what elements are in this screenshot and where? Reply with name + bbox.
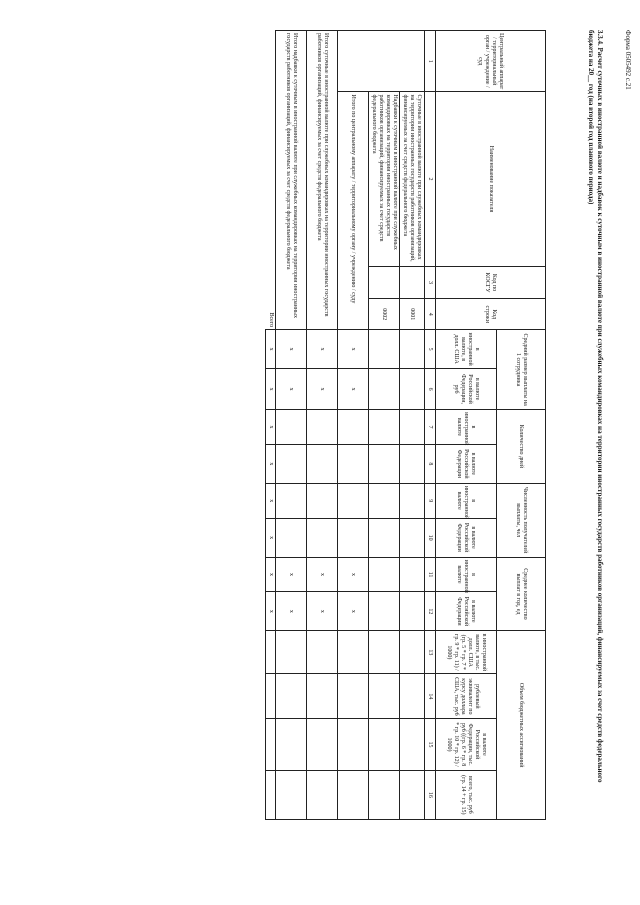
column-number-row [425,31,436,820]
column-number: 10 [425,518,436,557]
value-cell[interactable] [369,369,400,410]
unit-cell[interactable] [338,31,425,92]
subheader-rub-equivalent: рублевый эквивалент по курсу доллара США, тыс. руб [436,674,497,719]
x-mark: x [338,330,369,369]
x-mark: x [266,410,276,445]
subheader-fx-recipients: в иностранной валюте [436,483,497,518]
total-label: Итого суточные в иностранной валюте при служебных командировках на территории иностранных государств работников организаций, финансируемых за счет средств федерального бюджета [307,31,338,330]
header-average-payment: Средний размер выплаты на 1 сотрудника [497,330,546,410]
value-cell[interactable] [266,770,276,819]
subheader-fx-thousand-usd: в иностранной валюте, в тыс. долл. США (гр. 5 * гр. 7 * гр. 9 * гр. 11) / 1000) [436,631,497,674]
column-number: 14 [425,674,436,719]
value-cell[interactable] [276,770,307,819]
row-label: Суточные в иностранной валюте при служебных командировках на территории иностранных государств работников организаций, финансируемых за счет средств федерального бюджета [400,92,425,266]
column-number: 15 [425,719,436,770]
value-cell[interactable] [400,518,425,557]
value-cell[interactable] [369,518,400,557]
column-number: 3 [425,266,436,299]
value-cell[interactable] [307,631,338,674]
x-mark: x [266,518,276,557]
kosgu-cell[interactable] [369,266,400,299]
grand-total-row [266,31,276,820]
x-mark: x [276,557,307,592]
value-cell[interactable] [276,674,307,719]
header-days-count: Количество дней [497,410,546,484]
section-heading: 3.3.4. Расчет суточных в иностранной валюте и надбавок к суточным в иностранной валюте при служебных командировках на территории иностранных государств работников организаций, финансируемых за счет средств федерального бюджета на 20__ год (на второй год планового периода) [587,30,604,783]
row-label: Надбавки к суточным в иностранной валюте при служебных командировках на территории иностранных государств работников организаций, финансируемых за счет средств федерального бюджета [369,92,400,266]
x-mark: x [307,330,338,369]
subheader-fx-payments: в иностранной валюте [436,557,497,592]
value-cell[interactable] [400,369,425,410]
header-recipients-count: Численность получателей выплаты, чел [497,483,546,557]
header-indicator-name: Наименование показателя [436,92,546,266]
x-mark: x [266,557,276,592]
value-cell[interactable] [338,410,369,445]
header-unit: Центральный аппарат / территориальный орган / учреждение / суд [436,31,546,92]
value-cell[interactable] [338,631,369,674]
value-cell[interactable] [369,557,400,592]
x-mark: x [307,369,338,410]
value-cell[interactable] [400,631,425,674]
column-number: 13 [425,631,436,674]
x-mark: x [266,369,276,410]
column-number: 7 [425,410,436,445]
value-cell[interactable] [307,518,338,557]
row-code: 0001 [400,299,425,330]
value-cell[interactable] [369,719,400,770]
value-cell[interactable] [276,518,307,557]
value-cell[interactable] [369,770,400,819]
subheader-rub-days: в валюте Российской Федерации [436,444,497,483]
calculation-table [265,30,546,820]
x-mark: x [266,483,276,518]
column-number: 12 [425,592,436,631]
column-number: 8 [425,444,436,483]
total-row [276,31,307,820]
column-number: 6 [425,369,436,410]
table-row [369,31,400,820]
x-mark: x [276,369,307,410]
subheader-rub-recipients: в валюте Российской Федерации [436,518,497,557]
value-cell[interactable] [266,719,276,770]
kosgu-cell[interactable] [400,266,425,299]
subheader-total-thousand: всего, тыс. руб (гр. 14 + гр. 15) [436,770,497,819]
total-label: Итого надбавки к суточным в иностранной валюте при служебных командировках на территории иностранных государств работников организаций, финансируемых за счет средств федерального бюджета [276,31,307,330]
value-cell[interactable] [400,719,425,770]
x-mark: x [338,592,369,631]
value-cell[interactable] [266,631,276,674]
value-cell[interactable] [369,592,400,631]
column-number: 5 [425,330,436,369]
column-number: 16 [425,770,436,819]
x-mark: x [276,330,307,369]
value-cell[interactable] [400,444,425,483]
value-cell[interactable] [369,410,400,445]
header-budget-volume: Объем бюджетных ассигнований [497,631,546,820]
value-cell[interactable] [338,444,369,483]
table-row [400,31,425,820]
value-cell[interactable] [276,444,307,483]
value-cell[interactable] [276,719,307,770]
value-cell[interactable] [338,518,369,557]
column-number: 1 [425,31,436,92]
value-cell[interactable] [400,483,425,518]
value-cell[interactable] [276,631,307,674]
value-cell[interactable] [338,770,369,819]
value-cell[interactable] [400,674,425,719]
subtotal-row [338,31,369,820]
form-label: Форма 0505492 с.21 [624,30,632,90]
value-cell[interactable] [400,410,425,445]
column-number: 2 [425,92,436,266]
value-cell[interactable] [266,674,276,719]
header-payments-per-year: Среднее количество выплат в год, ед [497,557,546,631]
x-mark: x [338,557,369,592]
subheader-rub-payments: в валюте Российской Федерации [436,592,497,631]
x-mark: x [338,369,369,410]
value-cell[interactable] [400,557,425,592]
value-cell[interactable] [369,631,400,674]
column-number: 11 [425,557,436,592]
row-code: 0002 [369,299,400,330]
x-mark: x [266,330,276,369]
value-cell[interactable] [307,770,338,819]
grand-total-label: Всего [267,312,274,328]
x-mark: x [307,592,338,631]
x-mark: x [307,557,338,592]
header-row-code: Код строки [436,299,546,330]
subheader-fx-usd: в иностранной валюте, в долл. США [436,330,497,369]
value-cell[interactable] [369,674,400,719]
subtotal-label: Итого по центральному аппарату / территориальному органу / учреждению / суду [338,92,369,330]
value-cell[interactable] [307,410,338,445]
header-kosgu-code: Код по КОСГУ [436,266,546,299]
value-cell[interactable] [369,483,400,518]
value-cell[interactable] [400,330,425,369]
value-cell[interactable] [307,483,338,518]
total-row [307,31,338,820]
value-cell[interactable] [276,483,307,518]
x-mark: x [266,592,276,631]
column-number: 4 [425,299,436,330]
value-cell[interactable] [369,330,400,369]
value-cell[interactable] [338,483,369,518]
value-cell[interactable] [307,444,338,483]
value-cell[interactable] [369,444,400,483]
value-cell[interactable] [307,674,338,719]
value-cell[interactable] [338,719,369,770]
subheader-rub-thousand: в валюте Российской Федерации, тыс. руб ((гр. 6 * гр. 8 * гр. 10 * гр. 12) / 1000) [436,719,497,770]
subheader-rub-rub: в валюте Российской Федерации, руб [436,369,497,410]
value-cell[interactable] [307,719,338,770]
value-cell[interactable] [276,410,307,445]
value-cell[interactable] [338,674,369,719]
column-number: 9 [425,483,436,518]
value-cell[interactable] [400,592,425,631]
x-mark: x [276,592,307,631]
subheader-fx-days: в иностранной валюте [436,410,497,445]
x-mark: x [266,444,276,483]
value-cell[interactable] [400,770,425,819]
